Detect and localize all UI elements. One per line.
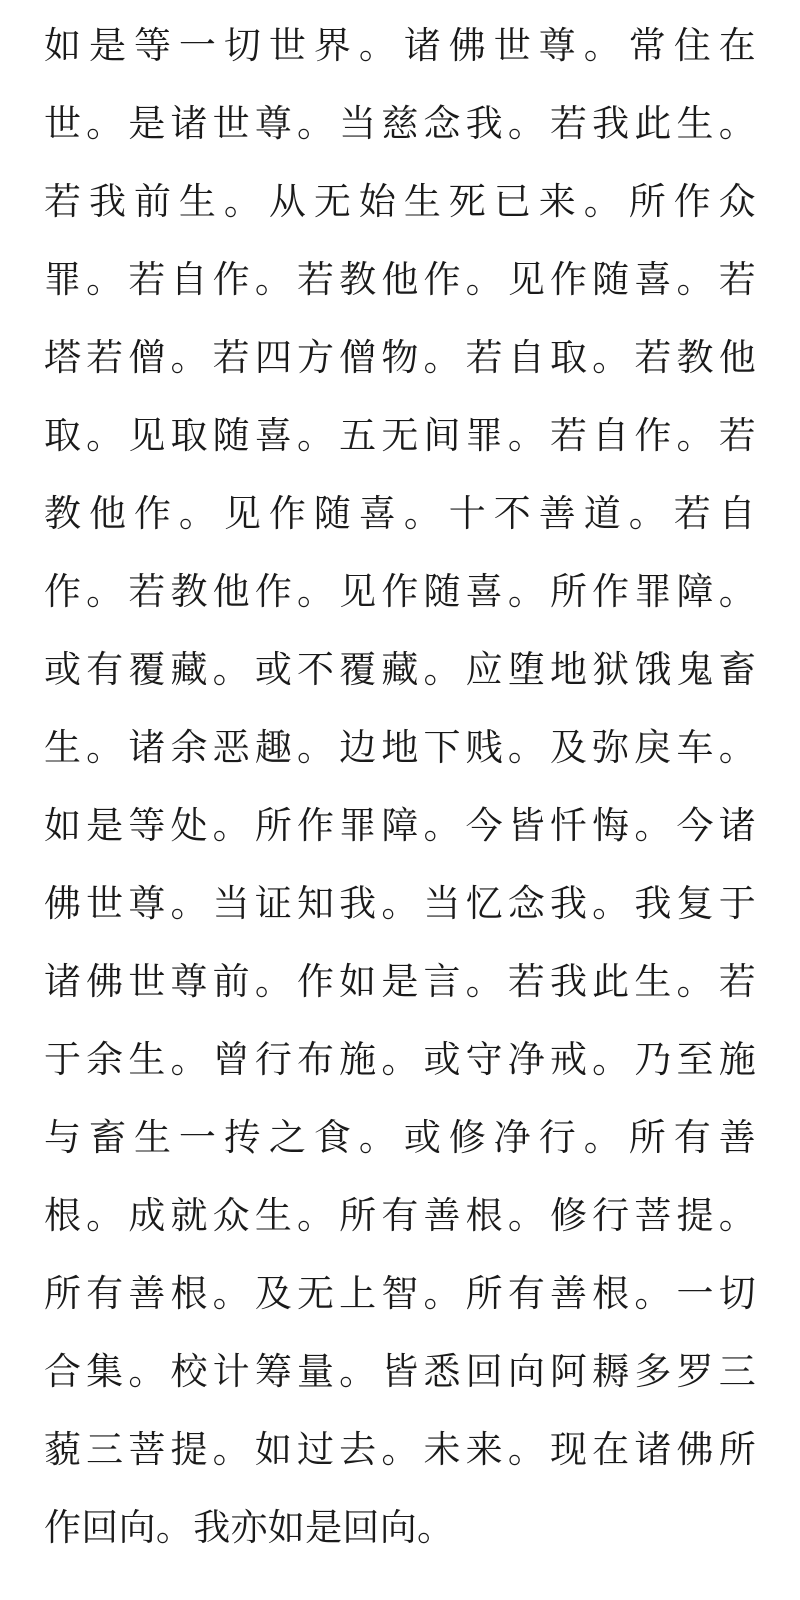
text-line-2: 世。是诸世尊。当慈念我。若我此生。 (44, 102, 756, 145)
text-line-15: 与畜生一抟之食。或修净行。所有善 (44, 1116, 756, 1159)
text-line-9: 或有覆藏。或不覆藏。应堕地狱饿鬼畜 (44, 648, 756, 691)
text-line-18: 合集。校计筹量。皆悉回向阿耨多罗三 (44, 1350, 756, 1393)
text-line-6: 取。见取随喜。五无间罪。若自作。若 (44, 414, 756, 457)
text-line-12: 佛世尊。当证知我。当忆念我。我复于 (44, 882, 756, 925)
text-line-17: 所有善根。及无上智。所有善根。一切 (44, 1272, 756, 1315)
text-line-19: 藐三菩提。如过去。未来。现在诸佛所 (44, 1428, 756, 1471)
text-line-5: 塔若僧。若四方僧物。若自取。若教他 (44, 336, 756, 379)
text-line-13: 诸佛世尊前。作如是言。若我此生。若 (44, 960, 756, 1003)
text-line-4: 罪。若自作。若教他作。见作随喜。若 (44, 258, 756, 301)
text-line-16: 根。成就众生。所有善根。修行菩提。 (44, 1194, 756, 1237)
text-line-3: 若我前生。从无始生死已来。所作众 (44, 180, 756, 223)
text-line-7: 教他作。见作随喜。十不善道。若自 (44, 492, 756, 535)
body-text (44, 7, 756, 1567)
text-line-8: 作。若教他作。见作随喜。所作罪障。 (44, 570, 756, 613)
text-line-11: 如是等处。所作罪障。今皆忏悔。今诸 (44, 804, 756, 847)
text-line-14: 于余生。曾行布施。或守净戒。乃至施 (44, 1038, 756, 1081)
text-line-20: 作回向。我亦如是回向。 (44, 1506, 455, 1549)
text-line-10: 生。诸余恶趣。边地下贱。及弥戾车。 (44, 726, 756, 769)
text-line-1: 如是等一切世界。诸佛世尊。常住在 (44, 24, 756, 67)
